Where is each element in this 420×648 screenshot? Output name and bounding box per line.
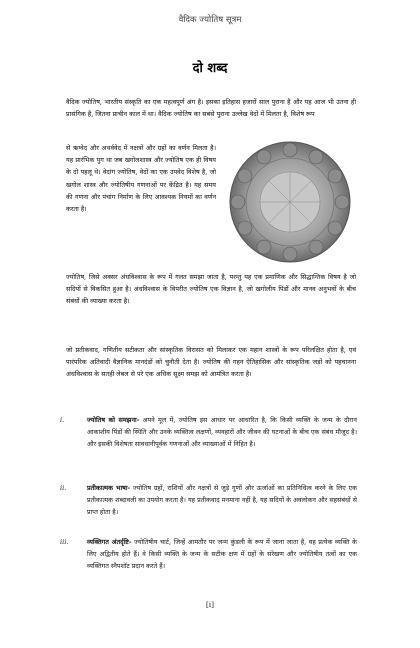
list-item-number: i. (60, 416, 65, 424)
list-item-text: अपने मूल में, ज्योतिष इस आधार पर आधारित है, कि किसी व्यक्ति के जन्म के दौरान आकाशीय पिंडों की स्थिति और उनके व्यक्तित्व लक्षणों, व्यवहारों और जीवन की घटनाओं के बीच एक संबंध मौजूद है। और इसकी विशेषता सावधानीपूर्वक गणनाओं और व्याख्याओं में निहित है। (87, 416, 357, 449)
paragraph-1: वैदिक ज्योतिष, भारतीय संस्कृति का एक महत्वपूर्ण अंग है। इसका इतिहास हजारों साल पुराना है और यह आज भी उतना ही प्रासंगिक है, जितना प्राचीन काल में था। वैदिक ज्योतिष का सबसे पुराना उल्लेख वेदों में मिलता है, विशेष रूप (66, 98, 356, 119)
list-item-heading: प्रतीकात्मक भाषा- (87, 484, 131, 492)
paragraph-4: जो प्रतीकवाद, गणितीय सटीकता और सांस्कृतिक विरासत को मिलाकर एक महान शास्त्रों के रूप परिलक्षित होता है, एवं पारंपरिक अतिवादी वैज्ञानिक मानदंडों को चुनौती देता है। ज्योतिष की गहन ऐतिहासिक और सांस्कृतिक जड़ों को पहचानना अंधविश्वास के सतही लेबल से परे एक अधिक सूक्ष्म समझ को आमंत्रित करता है। (66, 346, 356, 379)
zodiac-medallion (335, 195, 349, 209)
zodiac-medallion (257, 240, 271, 254)
paragraph-2: से ऋग्वेद और अथर्ववेद में नक्षत्रों और ग्रहों का वर्णन मिलता है। यह प्रारंभिक युग था जब खगोलशास्त्र और ज्योतिष एक ही विषय के दो पहलू थे। वेदांग ज्योतिष, वेदों का एक उपवेद विशेष है, जो खगोल शास्त्र और ज्योतिषीय गणनाओं पर केंद्रित है। यह समय की गणना और पंचांग निर्माण के लिए आवश्यक नियमों का वर्णन करता है। (66, 144, 216, 214)
list-item-number: ii. (60, 484, 67, 492)
running-header: वैदिक ज्योतिष सूत्रम (178, 15, 242, 25)
list-item-text: ज्योतिषीय चार्ट, जिन्हें आमतौर पर जन्म कुंडली के रूप में जाना जाता है, वह प्रत्येक व्यक्ति के लिए अद्वितीय होते हैं। वे किसी व्यक्ति के जन्म के सटीक क्षण में ग्रहों के संरेखण और ज्योतिषीय तत्वों का एक व्यक्तिगत स्नैपशॉट प्रदान करते हैं। (87, 538, 357, 571)
zodiac-medallion (238, 221, 252, 235)
list-item-heading: ज्योतिष को समझना- (87, 416, 140, 424)
zodiac-medallion (257, 150, 271, 164)
zodiac-medallion (328, 221, 342, 235)
zodiac-medallion (283, 143, 297, 157)
paragraph-3: ज्योतिष, जिसे अक्सर अंधविश्वास के रूप में गलत समझा जाता है, परन्तु यह एक प्रमाणिक और सिद्धान्तिक विषय है जो सदियों से विकसित हुआ है। अंधविश्वास के विपरीत ज्योतिष एक विज्ञान है, जो खगोलीय पिंडों और मानव अनुभवों के बीच संबंधों की व्याख्या करता है। (66, 273, 356, 306)
zodiac-medallion (283, 247, 297, 261)
zodiac-wheel-image (228, 140, 352, 264)
list-item-text: ज्योतिष ग्रहों, राशियों और नक्षत्रों से जुड़े गुणों और ऊर्जाओं का प्रतिनिधित्व करने के लिए एक प्रतीकात्मक शब्दावली का उपयोग करता है। यह प्रतीकवाद मनमाना नहीं है, यह सदियों के अवलोकन और सहसंबंधों से प्राप्त होता है। (87, 484, 357, 517)
zodiac-medallion (309, 150, 323, 164)
zodiac-medallion (309, 240, 323, 254)
list-item-heading: व्यक्तिगत अंतर्दृष्टि- (87, 538, 132, 546)
page-title: दो शब्द (192, 61, 228, 76)
zodiac-medallion (238, 169, 252, 183)
zodiac-medallion (231, 195, 245, 209)
page-number: [i] (205, 600, 215, 609)
list-item-number: iii. (60, 538, 69, 546)
zodiac-medallion (328, 169, 342, 183)
